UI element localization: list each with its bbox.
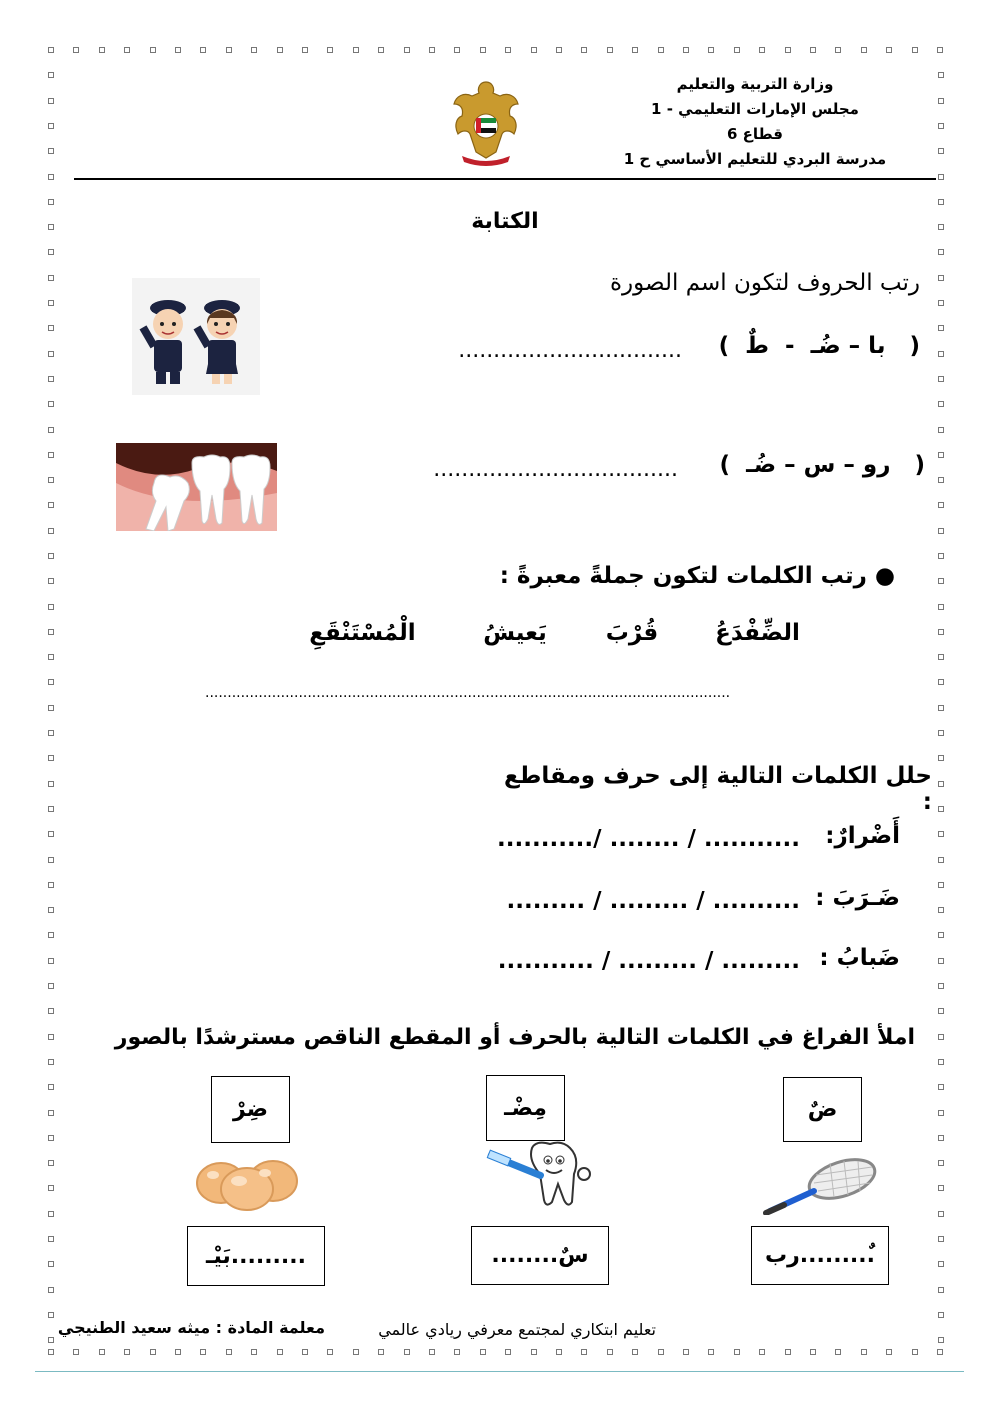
border-square xyxy=(938,806,944,812)
border-square xyxy=(938,604,944,610)
analysis-word-3: ضَبابُ : xyxy=(819,945,900,971)
border-square xyxy=(658,1349,664,1355)
border-square xyxy=(938,1236,944,1242)
border-square xyxy=(938,755,944,761)
border-square xyxy=(48,98,54,104)
header-line: قطاع 6 xyxy=(727,125,783,143)
border-square xyxy=(99,1349,105,1355)
border-square xyxy=(581,47,587,53)
border-square xyxy=(48,730,54,736)
border-square xyxy=(531,1349,537,1355)
border-square xyxy=(99,47,105,53)
border-square xyxy=(938,148,944,154)
border-square xyxy=(48,477,54,483)
border-square xyxy=(810,47,816,53)
border-square xyxy=(48,452,54,458)
border-square xyxy=(48,72,54,78)
border-square xyxy=(150,47,156,53)
option-box-2: مِضْـ xyxy=(486,1075,565,1141)
border-square xyxy=(861,47,867,53)
section3-instruction: حلل الكلمات التالية إلى حرف ومقاطع : xyxy=(504,763,932,815)
border-square xyxy=(378,1349,384,1355)
section4-instruction: املأ الفراغ في الكلمات التالية بالحرف أو المقطع الناقص مسترشدًا بالصور xyxy=(114,1025,915,1050)
border-square xyxy=(938,932,944,938)
border-square xyxy=(683,47,689,53)
border-square xyxy=(48,629,54,635)
border-square xyxy=(48,47,54,53)
bullet-icon: ● xyxy=(874,563,895,589)
border-square xyxy=(938,401,944,407)
border-square xyxy=(632,47,638,53)
border-square xyxy=(938,1084,944,1090)
border-square xyxy=(785,1349,791,1355)
border-square xyxy=(302,1349,308,1355)
border-square xyxy=(937,1349,943,1355)
border-square xyxy=(48,502,54,508)
border-square xyxy=(48,1349,54,1355)
police-officers-illustration xyxy=(132,278,260,395)
border-square xyxy=(226,1349,232,1355)
border-square xyxy=(48,882,54,888)
border-square xyxy=(48,578,54,584)
sentence-answer-line: ...................................................................................................................... xyxy=(205,685,731,701)
border-square xyxy=(48,857,54,863)
border-square xyxy=(48,1160,54,1166)
border-square xyxy=(404,47,410,53)
border-square xyxy=(327,47,333,53)
border-square xyxy=(48,300,54,306)
border-square xyxy=(938,1008,944,1014)
border-square xyxy=(327,1349,333,1355)
analysis-slots-3: ........... / ......... / ......... xyxy=(497,948,800,974)
border-square xyxy=(48,1236,54,1242)
border-square xyxy=(938,325,944,331)
border-square xyxy=(938,224,944,230)
border-square xyxy=(48,831,54,837)
border-square xyxy=(48,1084,54,1090)
border-square xyxy=(938,907,944,913)
border-square xyxy=(48,1312,54,1318)
border-square xyxy=(759,47,765,53)
answer-box-1: رب.........ٌ xyxy=(751,1226,889,1285)
section2-instruction xyxy=(470,563,895,589)
border-square xyxy=(938,1135,944,1141)
border-square xyxy=(938,1261,944,1267)
uae-emblem-icon xyxy=(450,78,522,166)
page-title: الكتابة xyxy=(471,209,539,234)
border-square xyxy=(938,1211,944,1217)
border-square xyxy=(200,1349,206,1355)
border-square xyxy=(938,174,944,180)
border-square xyxy=(835,47,841,53)
border-square xyxy=(937,47,943,53)
option-box-3: ضِرْ xyxy=(211,1076,290,1143)
border-square xyxy=(938,376,944,382)
teacher-name: معلمة المادة : ميثه سعيد الطنيجي xyxy=(57,1318,325,1337)
border-square xyxy=(48,1135,54,1141)
border-square xyxy=(938,831,944,837)
header-line: مجلس الإمارات التعليمي - 1 xyxy=(651,100,859,118)
border-square xyxy=(938,958,944,964)
border-square xyxy=(505,47,511,53)
header-line: مدرسة البردي للتعليم الأساسي ح 1 xyxy=(623,150,887,168)
border-square xyxy=(124,47,130,53)
word-3: يَعيشُ xyxy=(483,620,547,646)
border-square xyxy=(938,781,944,787)
border-square xyxy=(48,1337,54,1343)
border-square xyxy=(302,47,308,53)
border-square xyxy=(708,1349,714,1355)
analysis-word-2: ضَـرَبَ : xyxy=(815,885,900,911)
border-square xyxy=(886,47,892,53)
answer-line-2: ................................... xyxy=(433,457,678,482)
border-square xyxy=(48,427,54,433)
border-square xyxy=(938,528,944,534)
border-square xyxy=(48,1034,54,1040)
border-square xyxy=(48,932,54,938)
border-square xyxy=(48,1059,54,1065)
border-square xyxy=(48,781,54,787)
border-square xyxy=(404,1349,410,1355)
border-square xyxy=(938,452,944,458)
border-square xyxy=(251,47,257,53)
border-square xyxy=(48,148,54,154)
border-square xyxy=(480,1349,486,1355)
border-square xyxy=(48,1211,54,1217)
border-square xyxy=(938,1337,944,1343)
border-square xyxy=(353,1349,359,1355)
border-square xyxy=(48,604,54,610)
border-square xyxy=(835,1349,841,1355)
border-square xyxy=(708,47,714,53)
border-square xyxy=(938,427,944,433)
border-square xyxy=(938,1034,944,1040)
border-square xyxy=(912,1349,918,1355)
border-square xyxy=(938,1312,944,1318)
border-square xyxy=(48,1008,54,1014)
teeth-illustration xyxy=(116,443,277,531)
border-square xyxy=(556,47,562,53)
section1-instruction: رتب الحروف لتكون اسم الصورة xyxy=(610,270,920,296)
border-square xyxy=(938,654,944,660)
border-square xyxy=(48,983,54,989)
border-square xyxy=(48,351,54,357)
border-square xyxy=(938,983,944,989)
border-square xyxy=(938,679,944,685)
border-square xyxy=(48,123,54,129)
border-square xyxy=(938,300,944,306)
border-square xyxy=(48,528,54,534)
border-square xyxy=(658,47,664,53)
border-square xyxy=(938,1160,944,1166)
border-square xyxy=(938,351,944,357)
border-square xyxy=(531,47,537,53)
analysis-word-1: أَضْرارٌ: xyxy=(825,823,900,849)
border-square xyxy=(124,1349,130,1355)
border-square xyxy=(353,47,359,53)
border-square xyxy=(48,325,54,331)
border-square xyxy=(810,1349,816,1355)
border-square xyxy=(581,1349,587,1355)
border-square xyxy=(938,123,944,129)
border-square xyxy=(73,47,79,53)
border-square xyxy=(429,47,435,53)
border-square xyxy=(861,1349,867,1355)
border-square xyxy=(632,1349,638,1355)
border-square xyxy=(938,857,944,863)
border-square xyxy=(454,1349,460,1355)
border-square xyxy=(48,376,54,382)
section2-instruction-text: رتب الكلمات لتكون جملةً معبرةً : xyxy=(499,563,867,589)
border-square xyxy=(200,47,206,53)
border-square xyxy=(759,1349,765,1355)
header-line: وزارة التربية والتعليم xyxy=(676,75,834,93)
border-square xyxy=(607,47,613,53)
border-square xyxy=(48,806,54,812)
border-square xyxy=(734,47,740,53)
border-square xyxy=(48,174,54,180)
border-square xyxy=(73,1349,79,1355)
border-square xyxy=(48,958,54,964)
border-square xyxy=(48,755,54,761)
border-square xyxy=(938,199,944,205)
option-box-1: ضٌ xyxy=(783,1077,862,1142)
border-square xyxy=(48,249,54,255)
border-square xyxy=(48,1185,54,1191)
border-square xyxy=(48,705,54,711)
border-square xyxy=(938,502,944,508)
analysis-slots-1: .........../ ........ / ........... xyxy=(497,826,800,852)
border-square xyxy=(429,1349,435,1355)
border-square xyxy=(480,47,486,53)
word-4: الْمُسْتَنْقَعِ xyxy=(309,620,416,646)
border-square xyxy=(175,1349,181,1355)
eggs-icon xyxy=(195,1155,300,1211)
answer-box-2: ........سٌ xyxy=(471,1226,609,1285)
border-square xyxy=(938,1110,944,1116)
border-square xyxy=(938,705,944,711)
border-square xyxy=(556,1349,562,1355)
border-square xyxy=(938,275,944,281)
border-square xyxy=(48,1287,54,1293)
border-square xyxy=(48,654,54,660)
border-square xyxy=(251,1349,257,1355)
border-square xyxy=(938,249,944,255)
header-divider xyxy=(74,178,936,180)
analysis-slots-2: ......... / ......... / .......... xyxy=(506,888,800,914)
border-square xyxy=(277,1349,283,1355)
border-square xyxy=(48,224,54,230)
answer-line-1: ................................ xyxy=(458,338,682,363)
border-square xyxy=(785,47,791,53)
border-square xyxy=(454,47,460,53)
border-square xyxy=(938,730,944,736)
border-square xyxy=(938,1287,944,1293)
border-square xyxy=(938,553,944,559)
word-1: الضِّفْدَعُ xyxy=(715,620,800,646)
word-2: قُرْبَ xyxy=(605,620,659,646)
border-square xyxy=(938,578,944,584)
border-square xyxy=(607,1349,613,1355)
tooth-brush-icon xyxy=(486,1140,592,1210)
border-square xyxy=(48,275,54,281)
border-square xyxy=(734,1349,740,1355)
border-square xyxy=(938,477,944,483)
border-square xyxy=(886,1349,892,1355)
border-square xyxy=(48,401,54,407)
border-square xyxy=(48,1261,54,1267)
school-header xyxy=(600,72,910,172)
border-square xyxy=(48,1110,54,1116)
border-square xyxy=(938,72,944,78)
footer-line xyxy=(35,1371,964,1372)
border-square xyxy=(175,47,181,53)
tennis-racket-icon xyxy=(760,1155,880,1215)
border-square xyxy=(938,882,944,888)
border-square xyxy=(48,199,54,205)
footer-slogan: تعليم ابتكاري لمجتمع معرفي ريادي عالمي xyxy=(378,1320,656,1339)
border-square xyxy=(505,1349,511,1355)
border-square xyxy=(48,679,54,685)
border-square xyxy=(938,1059,944,1065)
border-square xyxy=(683,1349,689,1355)
letters-item-1: ( با – ضُـ - طٌ ) xyxy=(718,333,920,359)
border-square xyxy=(938,629,944,635)
border-square xyxy=(48,553,54,559)
border-square xyxy=(938,1185,944,1191)
border-square xyxy=(378,47,384,53)
answer-box-3: بَيْـ......... xyxy=(187,1226,325,1286)
border-square xyxy=(912,47,918,53)
border-square xyxy=(48,907,54,913)
border-square xyxy=(938,98,944,104)
border-square xyxy=(150,1349,156,1355)
border-square xyxy=(277,47,283,53)
letters-item-2: ( رو – س – ضُـ ) xyxy=(719,452,925,478)
border-square xyxy=(226,47,232,53)
